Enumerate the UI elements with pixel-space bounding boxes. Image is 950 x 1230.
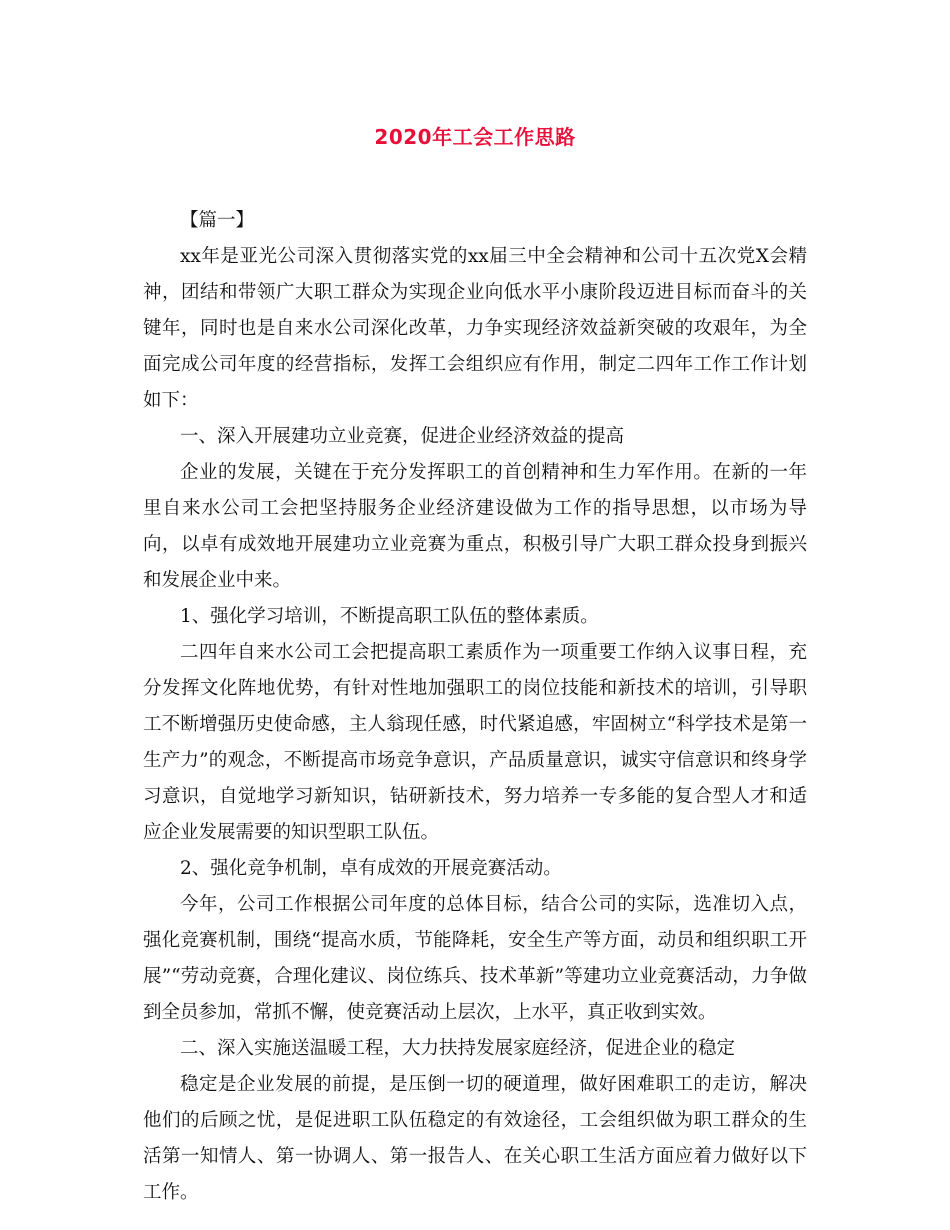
subheading-training: 1、强化学习培训，不断提高职工队伍的整体素质。 bbox=[180, 606, 599, 627]
heading-one: 一、深入开展建功立业竞赛，促进企业经济效益的提高 bbox=[180, 426, 625, 447]
paragraph-stability: 稳定是企业发展的前提，是压倒一切的硬道理，做好困难职工的走访，解决他们的后顾之忧，是促进职工队伍稳定的有效途径，工会组织做为职工群众的生活第一知情人、第一协调人、第一报告人、在关心职工生活方面应着力做好以下工作。 bbox=[143, 1074, 807, 1203]
document-title: 2020年工会工作思路 bbox=[374, 125, 576, 149]
paragraph-intro: xx年是亚光公司深入贯彻落实党的xx届三中全会精神和公司十五次党X会精神，团结和带领广大职工群众为实现企业向低水平小康阶段迈进目标而奋斗的关键年，同时也是自来水公司深化改革，力争实现经济效益新突破的攻艰年，为全面完成公司年度的经营指标，发挥工会组织应有作用，制定二四年工作工作计划如下： bbox=[143, 246, 807, 411]
subheading-competition: 2、强化竞争机制，卓有成效的开展竞赛活动。 bbox=[180, 858, 562, 879]
paragraph-competition: 今年，公司工作根据公司年度的总体目标，结合公司的实际，选准切入点，强化竞赛机制，围绕“提高水质，节能降耗，安全生产等方面，动员和组织职工开展”“劳动竞赛，合理化建议、岗位练兵、技术革新”等建功立业竞赛活动，力争做到全员参加，常抓不懈，使竞赛活动上层次，上水平，真正收到实效。 bbox=[143, 894, 807, 1023]
section-label: 【篇一】 bbox=[180, 210, 255, 231]
paragraph-enterprise-development: 企业的发展，关键在于充分发挥职工的首创精神和生力军作用。在新的一年里自来水公司工会把坚持服务企业经济建设做为工作的指导思想，以市场为导向，以卓有成效地开展建功立业竞赛为重点，积极引导广大职工群众投身到振兴和发展企业中来。 bbox=[143, 462, 807, 591]
document-body bbox=[143, 203, 807, 1211]
heading-two: 二、深入实施送温暖工程，大力扶持发展家庭经济，促进企业的稳定 bbox=[180, 1038, 736, 1059]
paragraph-training: 二四年自来水公司工会把提高职工素质作为一项重要工作纳入议事日程，充分发挥文化阵地优势，有针对性地加强职工的岗位技能和新技术的培训，引导职工不断增强历史使命感，主人翁现任感，时代紧追感，牢固树立“科学技术是第一生产力”的观念，不断提高市场竞争意识，产品质量意识，诚实守信意识和终身学习意识，自觉地学习新知识，钻研新技术，努力培养一专多能的复合型人才和适应企业发展需要的知识型职工队伍。 bbox=[143, 642, 807, 843]
